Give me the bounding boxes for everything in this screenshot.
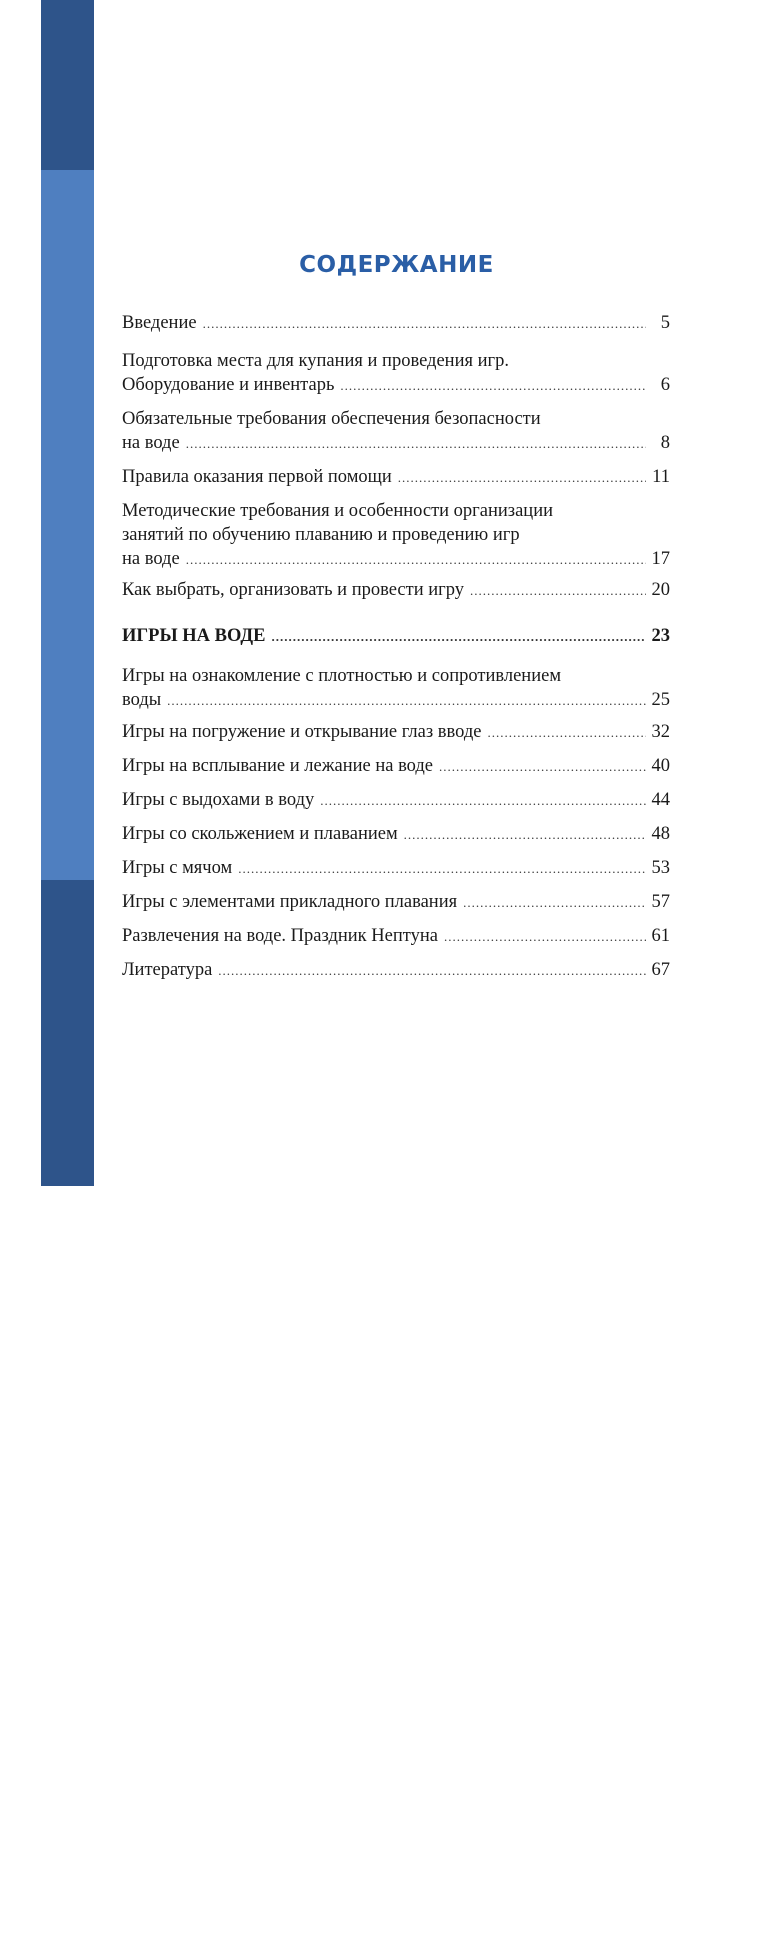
toc-entry-last-line <box>122 856 670 881</box>
toc-entry[interactable] <box>122 465 670 490</box>
toc-leader-dots <box>340 374 646 398</box>
toc-leader-dots <box>167 689 645 713</box>
toc-entry-text: Оборудование и инвентарь <box>122 375 335 395</box>
toc-leader-dots <box>470 579 646 603</box>
toc-page-number: 40 <box>651 756 670 776</box>
toc-entry-text: Игры с элементами прикладного плавания <box>122 892 458 912</box>
toc-entry-last-line <box>122 431 670 456</box>
toc-entry-text: Игры на погружение и открывание глаз вводе <box>122 722 482 742</box>
toc-entry-text: на воде <box>122 433 180 453</box>
toc-entry[interactable] <box>122 822 670 847</box>
toc-leader-dots <box>398 466 646 490</box>
toc-entry-last-line <box>122 547 670 572</box>
toc-page-number: 48 <box>651 824 670 844</box>
toc-entry[interactable] <box>122 890 670 915</box>
toc-page-number: 20 <box>651 580 670 600</box>
toc-entry-last-line <box>122 754 670 779</box>
toc-entry-text: Введение <box>122 313 197 333</box>
toc-entry[interactable] <box>122 958 670 983</box>
page-number: 68 <box>57 1933 78 1957</box>
toc-entry-text: на воде <box>122 549 180 569</box>
toc-page-number: 5 <box>660 313 670 333</box>
toc-entry-last-line <box>122 822 670 847</box>
toc-entry[interactable] <box>122 624 670 649</box>
toc-leader-dots <box>186 548 646 572</box>
toc-leader-dots <box>320 789 645 813</box>
toc-entry-text: Литература <box>122 960 213 980</box>
toc-leader-dots <box>203 312 646 336</box>
toc-entry-line: Обязательные требования обеспечения безопасности <box>122 409 541 429</box>
toc-entry-last-line <box>122 624 670 649</box>
toc-leader-dots <box>439 755 645 779</box>
toc-page-number: 11 <box>652 467 670 487</box>
page-sidebar <box>41 0 94 1957</box>
toc-page-number: 25 <box>651 690 670 710</box>
toc-entry-line: Подготовка места для купания и проведения игр. <box>122 351 509 371</box>
toc-entry[interactable] <box>122 754 670 779</box>
sidebar-bottom-band <box>41 880 94 1957</box>
toc-entry[interactable] <box>122 856 670 881</box>
toc-entry-last-line <box>122 890 670 915</box>
toc-entry[interactable] <box>122 349 670 398</box>
toc-leader-dots <box>218 959 645 983</box>
toc-entry[interactable] <box>122 499 670 572</box>
toc-leader-dots <box>487 721 645 745</box>
toc-title: СОДЕРЖАНИЕ <box>299 252 494 278</box>
toc-leader-dots <box>404 823 646 847</box>
toc-entry-text: воды <box>122 690 162 710</box>
toc-entry-text: ИГРЫ НА ВОДЕ <box>122 626 266 646</box>
toc-entry-last-line <box>122 958 670 983</box>
toc-entry[interactable] <box>122 311 670 336</box>
toc-entry-last-line <box>122 688 670 713</box>
toc-entry[interactable] <box>122 578 670 603</box>
toc-page-number: 6 <box>660 375 670 395</box>
toc-page-number: 61 <box>651 926 670 946</box>
toc-page-number: 44 <box>651 790 670 810</box>
toc-entry-last-line <box>122 788 670 813</box>
toc-entry-text: Игры с мячом <box>122 858 233 878</box>
toc-entry-text: Как выбрать, организовать и провести игру <box>122 580 464 600</box>
toc-entry-last-line <box>122 311 670 336</box>
toc-leader-dots <box>272 625 646 649</box>
toc-leader-dots <box>463 891 645 915</box>
toc-entry-line: Методические требования и особенности организации <box>122 501 554 521</box>
toc-entry[interactable] <box>122 407 670 456</box>
toc-page-number: 17 <box>651 549 670 569</box>
toc-page-number: 53 <box>651 858 670 878</box>
toc-entry[interactable] <box>122 924 670 949</box>
toc-entry-last-line <box>122 924 670 949</box>
toc-entry-last-line <box>122 465 670 490</box>
toc-entry-line: Игры на ознакомление с плотностью и сопротивлением <box>122 666 562 686</box>
toc-leader-dots <box>186 432 646 456</box>
toc-entry-text: Правила оказания первой помощи <box>122 467 392 487</box>
toc-entry-last-line <box>122 578 670 603</box>
toc-entry-last-line <box>122 720 670 745</box>
toc-leader-dots <box>238 857 645 881</box>
sidebar-top-band <box>41 0 94 170</box>
toc-page-number: 23 <box>651 626 670 646</box>
toc-entry[interactable] <box>122 664 670 713</box>
toc-page-number: 8 <box>660 433 670 453</box>
toc-entry-text: Игры со скольжением и плаванием <box>122 824 398 844</box>
toc-entry[interactable] <box>122 788 670 813</box>
toc-page-number: 67 <box>651 960 670 980</box>
toc-entry-line: занятий по обучению плаванию и проведению игр <box>122 525 520 545</box>
toc-entry-text: Игры на всплывание и лежание на воде <box>122 756 434 776</box>
toc-entry-last-line <box>122 373 670 398</box>
toc-page-number: 32 <box>651 722 670 742</box>
toc-leader-dots <box>444 925 646 949</box>
toc-entry-text: Развлечения на воде. Праздник Нептуна <box>122 926 438 946</box>
toc-page-number: 57 <box>651 892 670 912</box>
toc-entry[interactable] <box>122 720 670 745</box>
toc-entry-text: Игры с выдохами в воду <box>122 790 315 810</box>
